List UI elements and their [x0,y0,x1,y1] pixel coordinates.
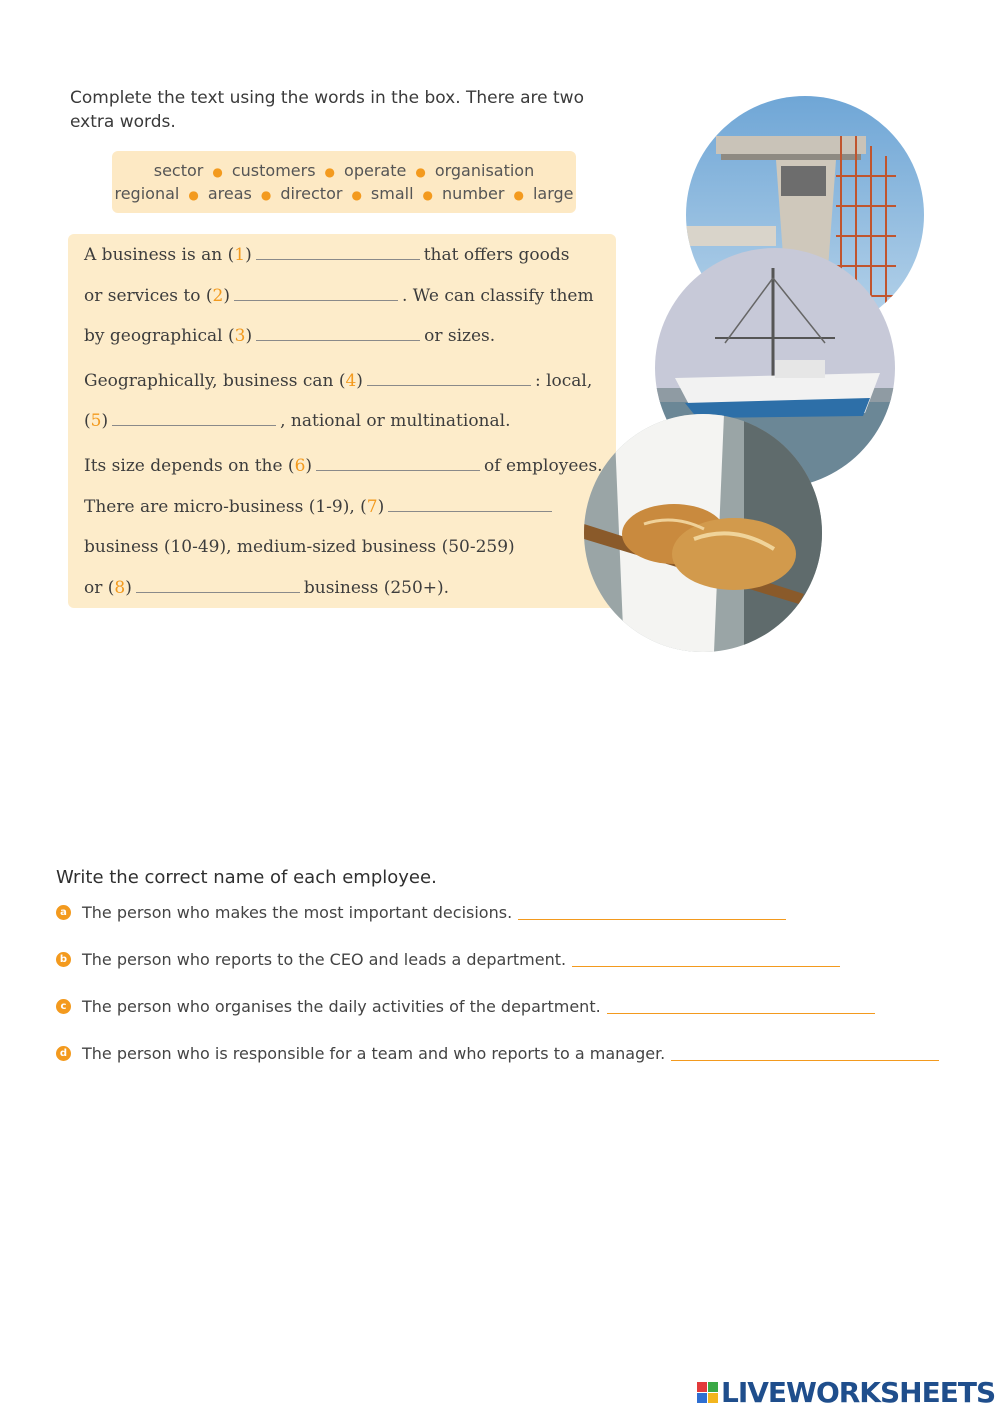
question-c [56,997,875,1016]
bullet-dot-icon: ● [513,188,524,202]
answer-line-b[interactable] [572,965,840,967]
cloze-line [84,456,603,476]
line-text: ) [125,578,132,598]
exercise2-instruction: Write the correct name of each employee. [56,867,437,888]
cloze-line [84,371,592,391]
blank-number: 8 [114,578,126,598]
question-text: The person who reports to the CEO and leads a department. [82,950,567,969]
answer-blank-4[interactable] [367,384,531,386]
blank-number: 6 [294,456,306,476]
answer-blank-1[interactable] [256,258,420,260]
word-item: regional [114,184,180,203]
question-badge-a: a [56,905,71,920]
answer-blank-5[interactable] [112,424,276,426]
line-text: by geographical ( [84,326,235,346]
question-text: The person who organises the daily activities of the department. [82,997,601,1016]
question-d [56,1044,939,1063]
cloze-line [84,245,569,265]
cloze-line [84,411,510,431]
blank-number: 2 [212,286,224,306]
answer-line-c[interactable] [607,1012,875,1014]
line-text: that offers goods [423,245,570,265]
word-item: sector [153,161,204,180]
word-item: operate [344,161,407,180]
word-box-row-1 [112,161,576,183]
word-item: large [532,184,574,203]
bullet-dot-icon: ● [212,165,223,179]
word-item: customers [231,161,316,180]
bullet-dot-icon: ● [422,188,434,202]
line-text: ) [101,411,109,431]
bullet-dot-icon: ● [415,165,426,179]
cloze-text-box [68,234,616,608]
line-text: ) [245,245,252,265]
bullet-dot-icon: ● [324,165,336,179]
cloze-line [84,497,556,517]
blank-number: 5 [90,411,102,431]
line-text: A business is an ( [84,245,235,265]
line-text: or services to ( [84,286,213,306]
answer-blank-7[interactable] [388,510,552,512]
word-box-row-2 [112,184,576,206]
line-text: , national or multinational. [280,411,511,431]
bullet-dot-icon: ● [188,188,199,202]
blank-number: 1 [234,245,246,265]
word-item: director [280,184,343,203]
line-text: . We can classify them [402,286,594,306]
line-text: business (10-49), medium-sized business (50-259) [84,537,515,557]
exercise1-instruction: Complete the text using the words in the box. There are two extra words. [70,88,584,132]
cloze-line [84,537,515,557]
question-badge-d: d [56,1046,71,1061]
cloze-line [84,578,449,598]
line-text: : local, [534,371,593,391]
question-text: The person who is responsible for a team and who reports to a manager. [82,1044,666,1063]
word-box [112,151,576,213]
logo-text: LIVEWORKSHEETS [721,1376,996,1409]
answer-blank-6[interactable] [316,469,480,471]
answer-blank-2[interactable] [234,299,398,301]
line-text: or sizes. [424,326,496,346]
question-badge-c: c [56,999,71,1014]
bullet-dot-icon: ● [260,188,272,202]
answer-line-a[interactable] [518,918,786,920]
word-item: areas [207,184,252,203]
answer-line-d[interactable] [671,1059,939,1061]
blank-number: 3 [234,326,246,346]
line-text: Its size depends on the ( [84,456,295,476]
bread-baker-photo [584,414,822,652]
word-item: number [442,184,505,203]
line-text: ) [305,456,313,476]
blank-number: 7 [366,497,378,517]
question-a [56,903,786,922]
line-text: of employees. [484,456,603,476]
line-text: ( [84,411,91,431]
line-text: ) [223,286,230,306]
question-b [56,950,840,969]
word-item: small [370,184,414,203]
answer-blank-3[interactable] [256,339,420,341]
line-text: Geographically, business can ( [84,371,346,391]
question-badge-b: b [56,952,71,967]
liveworksheets-logo-icon [697,1382,718,1403]
line-text: or ( [84,578,115,598]
blank-number: 4 [345,371,357,391]
liveworksheets-logo [697,1376,995,1409]
cloze-line [84,286,594,306]
line-text: business (250+). [303,578,450,598]
line-text: ) [377,497,385,517]
line-text: There are micro-business (1-9), ( [84,497,367,517]
bullet-dot-icon: ● [351,188,362,202]
line-text: ) [245,326,253,346]
answer-blank-8[interactable] [136,591,300,593]
word-item: organisation [434,161,535,180]
question-text: The person who makes the most important decisions. [82,903,513,922]
cloze-line [84,326,495,346]
line-text: ) [356,371,363,391]
